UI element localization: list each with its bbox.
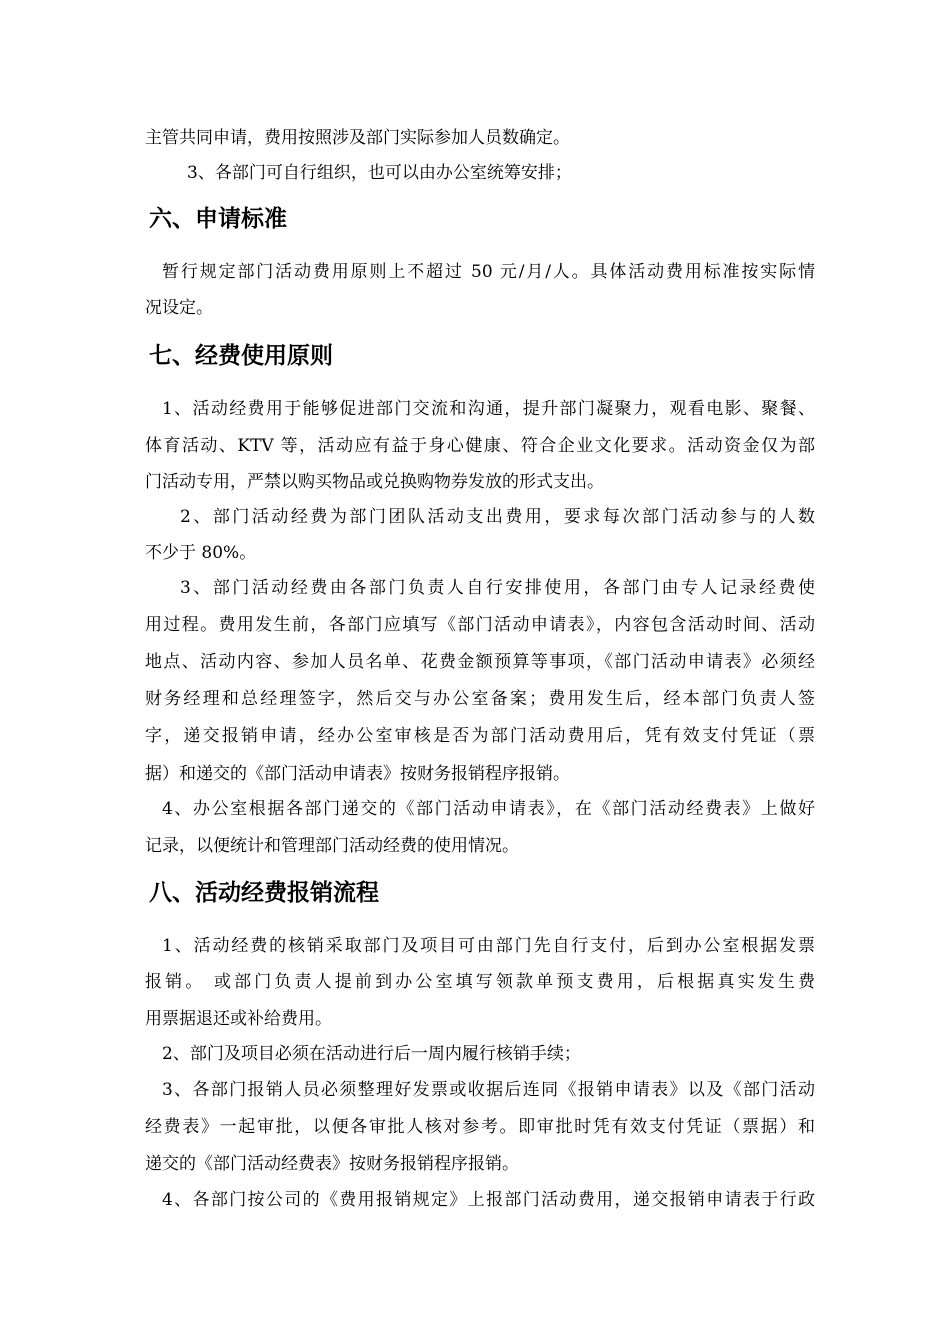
paragraph-line: 递交的《部门活动经费表》按财务报销程序报销。 (145, 1154, 519, 1174)
paragraph-line: 不少于 80%。 (145, 543, 257, 563)
paragraph-line: 2、部门活动经费为部门团队活动支出费用，要求每次部门活动参与的人数 (180, 507, 815, 527)
paragraph-line: 1、活动经费的核销采取部门及项目可由部门先自行支付，后到办公室根据发票 (162, 936, 815, 956)
paragraph-line: 3、部门活动经费由各部门负责人自行安排使用，各部门由专人记录经费使 (180, 578, 815, 598)
paragraph-line: 记录，以便统计和管理部门活动经费的使用情况。 (145, 836, 519, 856)
paragraph-line: 据）和递交的《部门活动申请表》按财务报销程序报销。 (145, 764, 570, 784)
paragraph-line: 地点、活动内容、参加人员名单、花费金额预算等事项，《部门活动申请表》必须经 (145, 652, 815, 672)
paragraph-line: 字，递交报销申请，经办公室审核是否为部门活动费用后，凭有效支付凭证（票 (145, 726, 815, 746)
paragraph-line: 暂行规定部门活动费用原则上不超过 50 元/月/人。具体活动费用标准按实际情 (162, 262, 815, 282)
section-heading-7: 七、经费使用原则 (149, 343, 333, 369)
paragraph-line: 经费表》一起审批，以便各审批人核对参考。即审批时凭有效支付凭证（票据）和 (145, 1117, 815, 1137)
paragraph-line: 4、各部门按公司的《费用报销规定》上报部门活动费用，递交报销申请表于行政 (162, 1190, 815, 1210)
paragraph-line: 门活动专用，严禁以购买物品或兑换购物券发放的形式支出。 (145, 472, 604, 492)
paragraph-line: 3、各部门可自行组织，也可以由办公室统筹安排； (187, 163, 572, 183)
paragraph-line: 主管共同申请，费用按照涉及部门实际参加人员数确定。 (145, 128, 570, 148)
paragraph-line: 1、活动经费用于能够促进部门交流和沟通，提升部门凝聚力，观看电影、聚餐、 (162, 399, 815, 419)
paragraph-line: 3、各部门报销人员必须整理好发票或收据后连同《报销申请表》以及《部门活动 (162, 1080, 815, 1100)
paragraph-line: 体育活动、KTV 等，活动应有益于身心健康、符合企业文化要求。活动资金仅为部 (145, 436, 815, 456)
paragraph-line: 报销。 或部门负责人提前到办公室填写领款单预支费用，后根据真实发生费 (145, 972, 815, 992)
paragraph-line: 4、办公室根据各部门递交的《部门活动申请表》，在《部门活动经费表》上做好 (162, 799, 815, 819)
paragraph-line: 用票据退还或补给费用。 (145, 1009, 332, 1029)
paragraph-line: 用过程。费用发生前，各部门应填写《部门活动申请表》，内容包含活动时间、活动 (145, 615, 815, 635)
section-heading-6: 六、申请标准 (149, 206, 287, 232)
paragraph-line: 况设定。 (145, 298, 213, 318)
section-heading-8: 八、活动经费报销流程 (149, 880, 379, 906)
paragraph-line: 财务经理和总经理签字，然后交与办公室备案；费用发生后，经本部门负责人签 (145, 689, 815, 709)
paragraph-line: 2、部门及项目必须在活动进行后一周内履行核销手续； (162, 1044, 581, 1064)
